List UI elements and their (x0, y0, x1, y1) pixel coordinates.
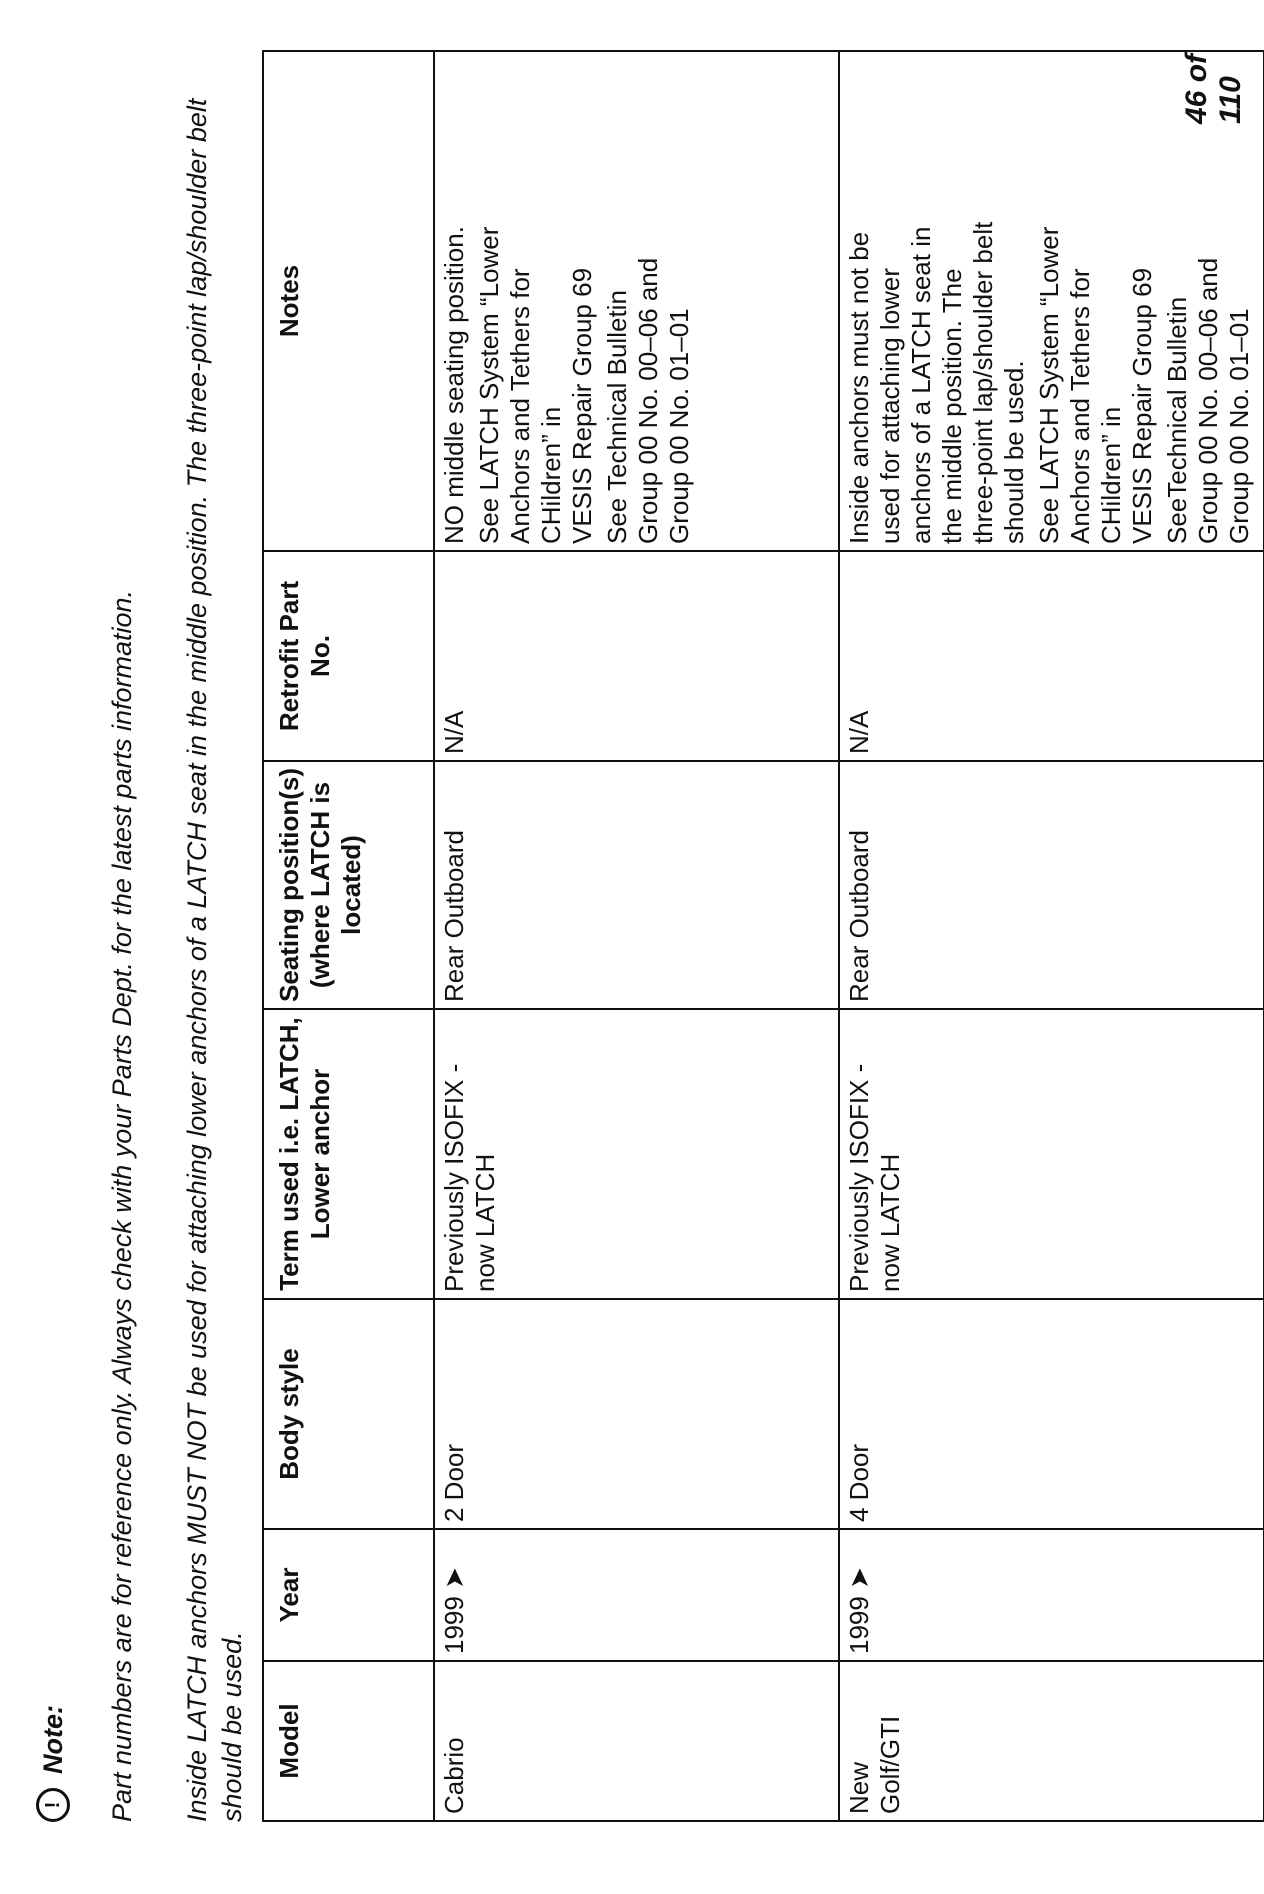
cell-retrofit-part: N/A (839, 551, 1264, 761)
header-retrofit-part: Retrofit Part No. (263, 551, 434, 761)
note-header (36, 1705, 70, 1822)
cell-body-style: 4 Door (839, 1299, 1264, 1529)
cell-model: New Golf/GTI (839, 1661, 1264, 1821)
header-body-style: Body style (263, 1299, 434, 1529)
note-paragraph-latch: Inside LATCH anchors MUST NOT be used for attaching lower anchors of a LATCH seat in the middle position. The three-point lap/shoulder belt should be used. (182, 98, 247, 1822)
notes-line: Group 00 No. 01–01 (1224, 308, 1254, 544)
notes-line: NO middle seating position. (439, 226, 469, 544)
header-year: Year (263, 1529, 434, 1661)
notes-block (602, 58, 695, 544)
note-title: Note: (37, 1705, 68, 1774)
notes-line: Group 00 No. 00–06 and (633, 257, 663, 544)
notes-line: used for attaching lower (875, 267, 905, 544)
notes-line: CHildren” in (1096, 406, 1126, 544)
notes-line: Inside anchors must not be (844, 231, 874, 544)
notes-line: VESIS Repair Group 69 (567, 267, 597, 544)
latch-table (262, 50, 1264, 1822)
table-header-row (263, 51, 434, 1821)
table-row (434, 51, 839, 1821)
header-seating-position: Seating position(s) (where LATCH is located) (263, 761, 434, 1009)
page-number: 46 of 110 (1180, 53, 1247, 124)
notes-block (1162, 58, 1255, 544)
table-body (434, 51, 1264, 1821)
notes-line: See LATCH System “Lower (474, 226, 504, 544)
notes-line: SeeTechnical Bulletin (1162, 296, 1192, 544)
notes-line: Anchors and Tethers for (505, 268, 535, 544)
notes-line: Group 00 No. 01–01 (664, 308, 694, 544)
cell-notes (434, 51, 839, 551)
table-row (839, 51, 1264, 1821)
cell-year: 1999 ➤ (434, 1529, 839, 1661)
cell-notes (839, 51, 1264, 551)
notes-line: should be used. (999, 360, 1029, 544)
notes-line: CHildren” in (536, 406, 566, 544)
cell-seating-position: Rear Outboard (434, 761, 839, 1009)
notes-line: Group 00 No. 00–06 and (1193, 257, 1223, 544)
notes-line: anchors of a LATCH seat in (906, 226, 936, 544)
cell-seating-position: Rear Outboard (839, 761, 1264, 1009)
exclamation-circle-icon: ! (36, 1788, 70, 1822)
notes-line: Anchors and Tethers for (1065, 268, 1095, 544)
notes-line: three-point lap/shoulder belt (968, 221, 998, 544)
cell-term: Previously ISOFIX - now LATCH (434, 1009, 839, 1299)
header-notes: Notes (263, 51, 434, 551)
notes-line: the middle position. The (937, 268, 967, 544)
notes-block (1034, 58, 1158, 544)
note-paragraph-parts: Part numbers are for reference only. Always check with your Parts Dept. for the latest parts information. (107, 589, 137, 1822)
cell-term: Previously ISOFIX - now LATCH (839, 1009, 1264, 1299)
notes-block (844, 58, 1030, 544)
cell-body-style: 2 Door (434, 1299, 839, 1529)
header-term: Term used i.e. LATCH, Lower anchor (263, 1009, 434, 1299)
notes-block (439, 58, 470, 544)
cell-year: 1999 ➤ (839, 1529, 1264, 1661)
notes-block (474, 58, 598, 544)
cell-retrofit-part: N/A (434, 551, 839, 761)
notes-line: VESIS Repair Group 69 (1127, 267, 1157, 544)
notes-line: See Technical Bulletin (602, 290, 632, 544)
cell-model: Cabrio (434, 1661, 839, 1821)
notes-line: See LATCH System “Lower (1034, 226, 1064, 544)
header-model: Model (263, 1661, 434, 1821)
